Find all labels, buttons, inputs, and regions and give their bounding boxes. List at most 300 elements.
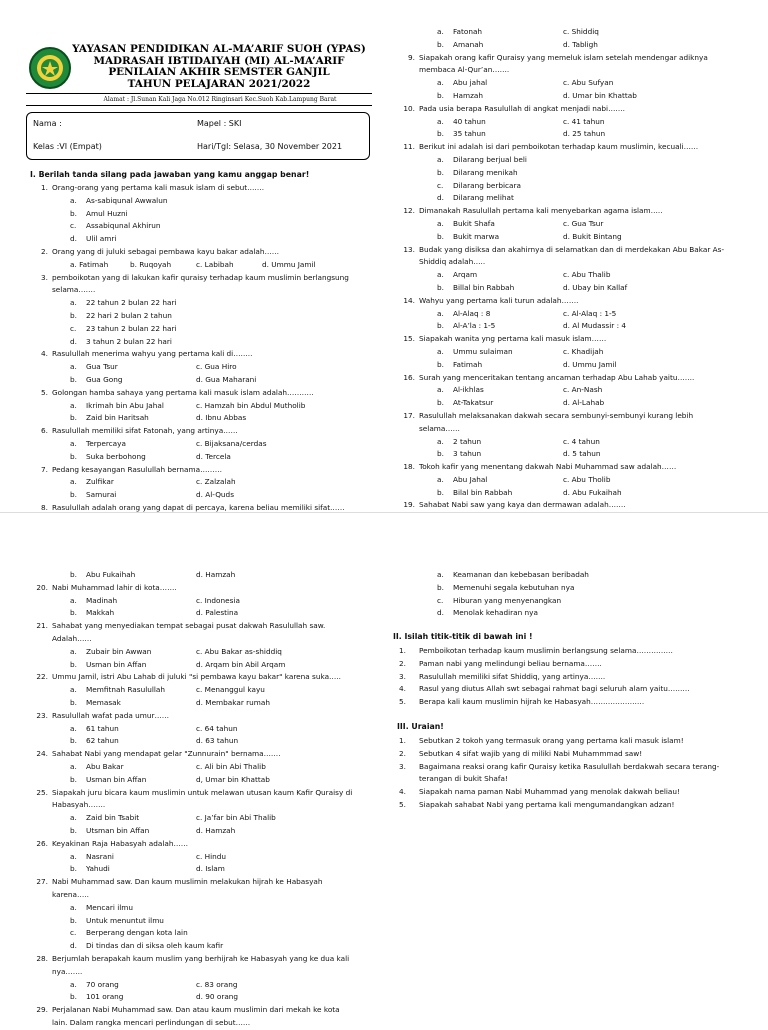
question-stem: [399, 372, 754, 385]
question-stem: [399, 205, 754, 218]
class-field: Kelas :VI (Empat): [33, 142, 102, 151]
option-text: 35 tahun: [453, 129, 486, 139]
option-text: c. Ali bin Abi Thalib: [196, 761, 266, 771]
answer-option-row: [399, 231, 754, 244]
question-number: 2.: [41, 246, 48, 256]
question-number: 28.: [36, 953, 48, 963]
question-number: 14.: [403, 295, 415, 305]
option-text: Keamanan dan kebebasan beribadah: [453, 570, 589, 579]
option-text: 22 hari 2 bulan 2 tahun: [86, 310, 172, 320]
section-3-list: [399, 735, 754, 812]
item-number: 4.: [399, 787, 406, 797]
answer-option-row: [32, 979, 377, 992]
option-letter: c.: [437, 595, 444, 605]
question-text: Siapakah wanita yng pertama kali masuk islam……: [419, 334, 607, 344]
question-text: Nabi Muhammad saw. Dan kaum muslimin melakukan hijrah ke Habasyah: [52, 877, 323, 887]
item-number: 2.: [399, 748, 406, 758]
item-number: 3.: [399, 761, 406, 771]
question-stem: [32, 620, 377, 633]
option-letter: a.: [437, 154, 444, 164]
answer-option-row: [32, 476, 377, 489]
item-number: 4.: [399, 684, 406, 694]
option-text: Memenuhi segala kebutuhan nya: [453, 582, 575, 592]
answer-option-row: [399, 39, 754, 52]
option-text: c. Hindu: [196, 851, 227, 861]
option-letter: a.: [70, 685, 77, 695]
option-letter: b.: [70, 374, 77, 384]
answer-option-row: [32, 851, 377, 864]
answer-option: [399, 607, 754, 620]
option-text: d. 25 tahun: [563, 129, 606, 139]
option-letter: a.: [70, 400, 77, 410]
option-text: c. Ja’far bin Abi Thalib: [196, 813, 276, 823]
option-letter: a.: [437, 308, 444, 318]
option-text: d. Palestina: [196, 608, 239, 618]
answer-option-row: [32, 438, 377, 451]
question-stem: [32, 748, 377, 761]
option-letter: b.: [437, 282, 444, 292]
option-text: Abu Fukaihah: [86, 570, 136, 579]
question-number: 15.: [403, 334, 415, 344]
list-item: [399, 735, 754, 748]
question-stem: [32, 272, 377, 285]
question-number: 24.: [36, 749, 48, 759]
question-text: membaca Al-Qur’an…….: [419, 65, 510, 75]
item-text: Berapa kali kaum muslimin hijrah ke Habasyah………………….: [419, 697, 645, 707]
school-address: Alamat : Jl.Sunan Kali Jaga No.012 Ringinsari Kec.Suoh Kab.Lampung Barat: [103, 96, 337, 103]
answer-option-row: [32, 595, 377, 608]
answer-option-row: [32, 451, 377, 464]
list-item: [399, 761, 754, 774]
question-stem: [32, 876, 377, 889]
option-text: Arqam: [453, 270, 478, 280]
answer-option-row: [399, 90, 754, 103]
header-divider: [26, 93, 372, 94]
option-text: 23 tahun 2 bulan 22 hari: [86, 323, 177, 333]
option-letter: d.: [437, 608, 444, 618]
option-text: Bilal bin Rabbah: [453, 487, 513, 497]
question-number: 21.: [36, 621, 48, 631]
item-text: terangan di bukit Shafa!: [419, 774, 508, 784]
question-text: pemboikotan yang di lakukan kafir quraisy terhadap kaum muslimin berlangsung: [52, 272, 349, 282]
question-text: Sahabat Nabi yang mendapat gelar "Zunnurain" bernama…….: [52, 749, 281, 759]
option-text: d. 5 tahun: [563, 449, 601, 459]
question-text: Pedang kesayangan Rasulullah bernama………: [52, 464, 222, 474]
option-text: 40 tahun: [453, 116, 486, 126]
option-text: Bukit marwa: [453, 231, 500, 241]
exam-page-1: [0, 0, 768, 512]
answer-option-row: [32, 684, 377, 697]
option-letter: b.: [70, 608, 77, 618]
option-letter: b.: [70, 915, 77, 925]
option-letter: c.: [437, 180, 444, 190]
option-letter: a.: [70, 195, 77, 205]
option-text: Memasak: [86, 697, 121, 707]
section-2-list: [399, 645, 754, 709]
questions-column-left: [32, 182, 377, 515]
option-text: d. Tabligh: [563, 39, 598, 49]
header-line: TAHUN PELAJARAN 2021/2022: [127, 77, 311, 90]
header-line: PENILAIAN AKHIR SEMSTER GANJIL: [108, 66, 330, 79]
option-letter: a.: [70, 298, 77, 308]
question-number: 20.: [36, 582, 48, 592]
option-text: c. Abu Thalib: [563, 270, 611, 280]
option-text: c. Abu Sufyan: [563, 78, 614, 88]
question-text: Sahabat Nabi saw yang kaya dan dermawan adalah…….: [419, 500, 626, 510]
answer-option-row: [399, 346, 754, 359]
option-letter: b.: [70, 413, 77, 423]
option-letter: d.: [70, 336, 77, 346]
question-number: 8.: [41, 502, 48, 512]
option-text: a. Fatimah: [70, 259, 109, 269]
option-letter: a.: [70, 438, 77, 448]
option-text: Madinah: [86, 595, 118, 605]
option-text: c. Labibah: [196, 259, 234, 269]
question-text: Dimanakah Rasulullah pertama kali menyebarkan agama islam…..: [419, 206, 663, 216]
answer-option-row: [32, 259, 377, 272]
option-text: Amanah: [453, 39, 484, 49]
question-stem: [399, 103, 754, 116]
question-stem: [399, 244, 754, 257]
answer-option-row: [32, 374, 377, 387]
option-text: 61 tahun: [86, 723, 119, 733]
option-text: c. Al-Alaq : 1-5: [563, 308, 617, 318]
item-number: 1.: [399, 646, 406, 655]
option-text: Berperang dengan kota lain: [86, 928, 188, 938]
option-text: d. Al Mudassir : 4: [563, 321, 627, 331]
option-letter: a.: [437, 218, 444, 228]
list-item: [399, 773, 754, 786]
option-text: c. Zalzalah: [196, 477, 236, 487]
option-letter: a.: [437, 27, 444, 36]
question-text: selama……: [419, 423, 460, 433]
answer-option: [32, 902, 377, 915]
item-number: 5.: [399, 697, 406, 707]
name-field: Nama :: [33, 119, 62, 128]
option-text: d. Arqam bin Abil Arqam: [196, 659, 286, 669]
answer-option-row: [32, 735, 377, 748]
item-number: 3.: [399, 671, 406, 681]
option-text: c. Menanggul kayu: [196, 685, 265, 695]
question-number: 10.: [403, 103, 415, 113]
question-number: 23.: [36, 710, 48, 720]
answer-option-row: [32, 569, 377, 582]
option-text: d. Abu Fukaihah: [563, 487, 622, 497]
option-letter: b.: [70, 659, 77, 669]
option-text: d. Ummu Jamil: [262, 259, 316, 269]
question-continuation: [399, 64, 754, 77]
question-text: Sahabat yang menyediakan tempat sebagai pusat dakwah Rasulullah saw.: [52, 621, 326, 631]
question-number: 7.: [41, 464, 48, 474]
answer-option-row: [399, 269, 754, 282]
option-text: c. An-Nash: [563, 385, 603, 395]
answer-option: [32, 323, 377, 336]
answer-option-row: [32, 646, 377, 659]
option-letter: b.: [70, 570, 77, 579]
option-text: 62 tahun: [86, 736, 119, 746]
option-text: Menolak kehadiran nya: [453, 608, 538, 618]
option-text: Suka berbohong: [86, 451, 146, 461]
question-text: Pada usia berapa Rasulullah di angkat menjadi nabi…….: [419, 103, 625, 113]
answer-option: [399, 180, 754, 193]
question-text: Rasulullah adalah orang yang dapat di percaya, karena beliau memiliki sifat……: [52, 502, 345, 512]
question-number: 5.: [41, 387, 48, 397]
question-text: Orang yang di juluki sebagai pembawa kayu bakar adalah……: [52, 246, 280, 256]
question-text: Rasulullah melaksanakan dakwah secara sembunyi-sembunyi kurang lebih: [419, 410, 694, 420]
answer-option-row: [399, 436, 754, 449]
option-text: d. Hamzah: [196, 570, 236, 579]
option-text: d. Gua Maharani: [196, 374, 257, 384]
list-item: [399, 671, 754, 684]
question-continuation: [32, 799, 377, 812]
option-letter: c.: [70, 323, 77, 333]
answer-option-row: [399, 116, 754, 129]
question-stem: [32, 425, 377, 438]
questions-column-right: [399, 26, 754, 525]
question-text: Nabi Muhammad lahir di kota…….: [52, 582, 177, 592]
option-text: Dilarang berbicara: [453, 180, 521, 190]
option-text: d. Ubay bin Kallaf: [563, 282, 628, 292]
question-number: 16.: [403, 372, 415, 382]
question-stem: [399, 52, 754, 65]
option-text: d. Membakar rumah: [196, 697, 270, 707]
question-stem: [32, 348, 377, 361]
answer-option: [399, 569, 754, 582]
school-header: [66, 44, 372, 90]
option-text: Zaid bin Tsabit: [86, 813, 140, 823]
answer-option-row: [32, 825, 377, 838]
option-text: d. Umar bin Khattab: [563, 90, 637, 100]
answer-option-row: [399, 474, 754, 487]
question-text: lain. Dalam rangka mencari perlindungan di sebut……: [52, 1017, 251, 1027]
option-text: c. 83 orang: [196, 979, 238, 989]
option-text: Al-ikhlas: [453, 385, 484, 395]
option-letter: b.: [70, 774, 77, 784]
question-continuation: [32, 889, 377, 902]
option-text: c. Abu Bakar as-shiddiq: [196, 646, 282, 656]
header-line: YAYASAN PENDIDIKAN AL-MA’ARIF SUOH (YPAS): [72, 43, 366, 55]
answer-option-row: [399, 128, 754, 141]
option-text: d. Tercela: [196, 451, 231, 461]
option-letter: b.: [437, 39, 444, 49]
question-stem: [32, 464, 377, 477]
answer-option: [32, 336, 377, 349]
question-text: Ummu Jamil, istri Abu Lahab di juluki "si pembawa kayu bakar" karena suka…..: [52, 672, 341, 682]
option-text: Dilarang berjual beli: [453, 154, 527, 164]
item-number: 1.: [399, 736, 406, 745]
question-stem: [32, 671, 377, 684]
option-letter: a.: [70, 813, 77, 823]
question-number: 6.: [41, 426, 48, 436]
option-text: d. Bukit Bintang: [563, 231, 622, 241]
list-item: [399, 658, 754, 671]
option-letter: a.: [70, 979, 77, 989]
option-letter: a.: [70, 477, 77, 487]
option-text: Hamzah: [453, 90, 483, 100]
option-text: c. 4 tahun: [563, 436, 600, 446]
item-text: Siapakah sahabat Nabi yang pertama kali mengumandangkan adzan!: [419, 799, 675, 809]
question-number: 22.: [36, 672, 48, 682]
answer-option-row: [32, 761, 377, 774]
option-text: Abu Bakar: [86, 761, 124, 771]
option-text: d. Al-Lahab: [563, 398, 605, 408]
option-letter: a.: [437, 116, 444, 126]
option-text: Usman bin Affan: [86, 774, 147, 784]
option-text: 22 tahun 2 bulan 22 hari: [86, 298, 177, 308]
answer-option-row: [32, 863, 377, 876]
question-stem: [399, 295, 754, 308]
option-text: Dilarang menikah: [453, 167, 518, 177]
section-3-title-wrap: [397, 721, 752, 734]
answer-option-row: [32, 607, 377, 620]
question-stem: [399, 499, 754, 512]
option-text: c. Bijaksana/cerdas: [196, 438, 267, 448]
question-number: 1.: [41, 183, 48, 192]
option-text: As-sabiqunal Awwalun: [86, 195, 168, 205]
question-text: Rasulullah menerima wahyu yang pertama kali di……..: [52, 349, 253, 359]
option-letter: a.: [437, 436, 444, 446]
option-text: 3 tahun 2 bulan 22 hari: [86, 336, 172, 346]
question-text: selama…….: [52, 285, 96, 295]
option-text: 2 tahun: [453, 436, 482, 446]
question-text: Rasulullah memiliki sifat Fatonah, yang artinya……: [52, 426, 238, 436]
option-letter: a.: [70, 851, 77, 861]
date-field: Hari/Tgl: Selasa, 30 November 2021: [197, 142, 343, 151]
option-text: Di tindas dan di siksa oleh kaum kafir: [86, 941, 224, 951]
option-text: c. Abu Tholib: [563, 474, 611, 484]
question-stem: [32, 1004, 377, 1017]
answer-option-row: [399, 384, 754, 397]
answer-option-row: [32, 812, 377, 825]
list-item: [399, 799, 754, 812]
question-text: Berikut ini adalah isi dari pemboikotan terhadap kaum muslimin, kecuali……: [419, 142, 699, 152]
option-text: At-Takatsur: [453, 398, 494, 408]
option-letter: b.: [437, 129, 444, 139]
option-text: Billal bin Rabbah: [453, 282, 515, 292]
question-stem: [399, 410, 754, 423]
option-text: Ulil amri: [86, 234, 117, 244]
question-number: 11.: [403, 142, 415, 152]
student-identity-box: [26, 112, 370, 160]
option-text: Al-Alaq : 8: [453, 308, 491, 318]
option-text: Abu jahal: [453, 78, 488, 88]
answer-option-row: [399, 218, 754, 231]
answer-option: [32, 233, 377, 246]
item-text: Bagaimana reaksi orang kafir Quraisy ketika Rasulullah berdakwah secara terang-: [419, 761, 720, 771]
option-text: Makkah: [86, 608, 115, 618]
question-text: Adalah……: [52, 633, 92, 643]
option-text: Yahudi: [86, 864, 110, 874]
question-text: Tokoh kafir yang menentang dakwah Nabi Muhammad saw adalah……: [419, 462, 677, 472]
question-text: Wahyu yang pertama kali turun adalah…….: [419, 295, 579, 305]
answer-option: [32, 915, 377, 928]
option-letter: b.: [70, 310, 77, 320]
item-text: Pemboikotan terhadap kaum muslimin berlangsung selama……………: [419, 646, 673, 655]
question-text: Perjalanan Nabi Muhammad saw. Dan atau kaum muslimin dari mekah ke kota: [52, 1005, 340, 1015]
option-letter: c.: [70, 221, 77, 231]
option-letter: b.: [437, 487, 444, 497]
answer-option-row: [399, 26, 754, 39]
question-text: Shiddiq adalah…..: [419, 257, 486, 267]
answer-option-row: [399, 397, 754, 410]
option-letter: a.: [70, 646, 77, 656]
option-text: c. 64 tahun: [196, 723, 238, 733]
option-text: Dilarang melihat: [453, 193, 514, 203]
option-text: Fatonah: [453, 27, 483, 36]
option-text: Amul Huzni: [86, 208, 128, 218]
option-text: Zubair bin Awwan: [86, 646, 152, 656]
answer-option: [32, 297, 377, 310]
option-letter: a.: [70, 761, 77, 771]
question-text: Siapakah orang kafir Quraisy yang memeluk islam setelah mendengar adiknya: [419, 52, 708, 62]
question-stem: [32, 953, 377, 966]
question-number: 29.: [36, 1005, 48, 1015]
option-text: 101 orang: [86, 992, 124, 1002]
option-letter: b.: [70, 992, 77, 1002]
section-2-title-wrap: [393, 631, 748, 644]
question-number: 25.: [36, 787, 48, 797]
option-letter: a.: [70, 362, 77, 372]
item-text: Siapakah nama paman Nabi Muhammad yang menolak dakwah beliau!: [419, 787, 680, 797]
list-item: [399, 786, 754, 799]
question-text: Siapakah juru bicara kaum muslimin untuk melawan utusan kaum Kafir Quraisy di: [52, 787, 353, 797]
option-letter: b.: [70, 697, 77, 707]
question-text: nya…….: [52, 966, 83, 976]
question-stem: [32, 582, 377, 595]
list-item: [399, 683, 754, 696]
option-text: Bukit Shafa: [453, 218, 495, 228]
option-text: Zaid bin Haritsah: [86, 413, 149, 423]
section-1-title-wrap: [30, 169, 375, 182]
option-text: d. 90 orang: [196, 992, 239, 1002]
option-text: Samurai: [86, 490, 117, 500]
question-text: Rasulullah wafat pada umur……: [52, 710, 170, 720]
section-2-title: II. Isilah titik-titik di bawah ini !: [393, 632, 533, 641]
section-3-title: III. Uraian!: [397, 722, 444, 731]
option-text: Mencari ilmu: [86, 902, 134, 912]
option-text: c. Gua Tsur: [563, 218, 604, 228]
answer-option: [399, 192, 754, 205]
answer-option-row: [32, 361, 377, 374]
option-letter: b.: [437, 90, 444, 100]
question-number: 17.: [403, 410, 415, 420]
answer-option-row: [32, 489, 377, 502]
answer-option-row: [32, 723, 377, 736]
answer-option: [399, 582, 754, 595]
question-stem: [32, 710, 377, 723]
option-text: c. Khadijah: [563, 346, 604, 356]
answer-option-row: [399, 77, 754, 90]
answer-option: [32, 220, 377, 233]
question-number: 9.: [408, 52, 415, 62]
option-letter: b.: [70, 825, 77, 835]
answer-option: [32, 208, 377, 221]
answer-option: [399, 167, 754, 180]
subject-field: Mapel : SKI: [197, 119, 242, 128]
question-number: 19.: [403, 500, 415, 510]
option-text: Utsman bin Affan: [86, 825, 150, 835]
option-text: c. 41 tahun: [563, 116, 605, 126]
option-letter: b.: [70, 864, 77, 874]
list-item: [399, 645, 754, 658]
option-text: Assabiqunal Akhirun: [86, 221, 161, 231]
option-text: d. Ibnu Abbas: [196, 413, 247, 423]
answer-option: [399, 595, 754, 608]
option-letter: b.: [70, 208, 77, 218]
answer-option-row: [32, 774, 377, 787]
answer-option-row: [399, 359, 754, 372]
option-text: d, Umar bin Khattab: [196, 774, 270, 784]
